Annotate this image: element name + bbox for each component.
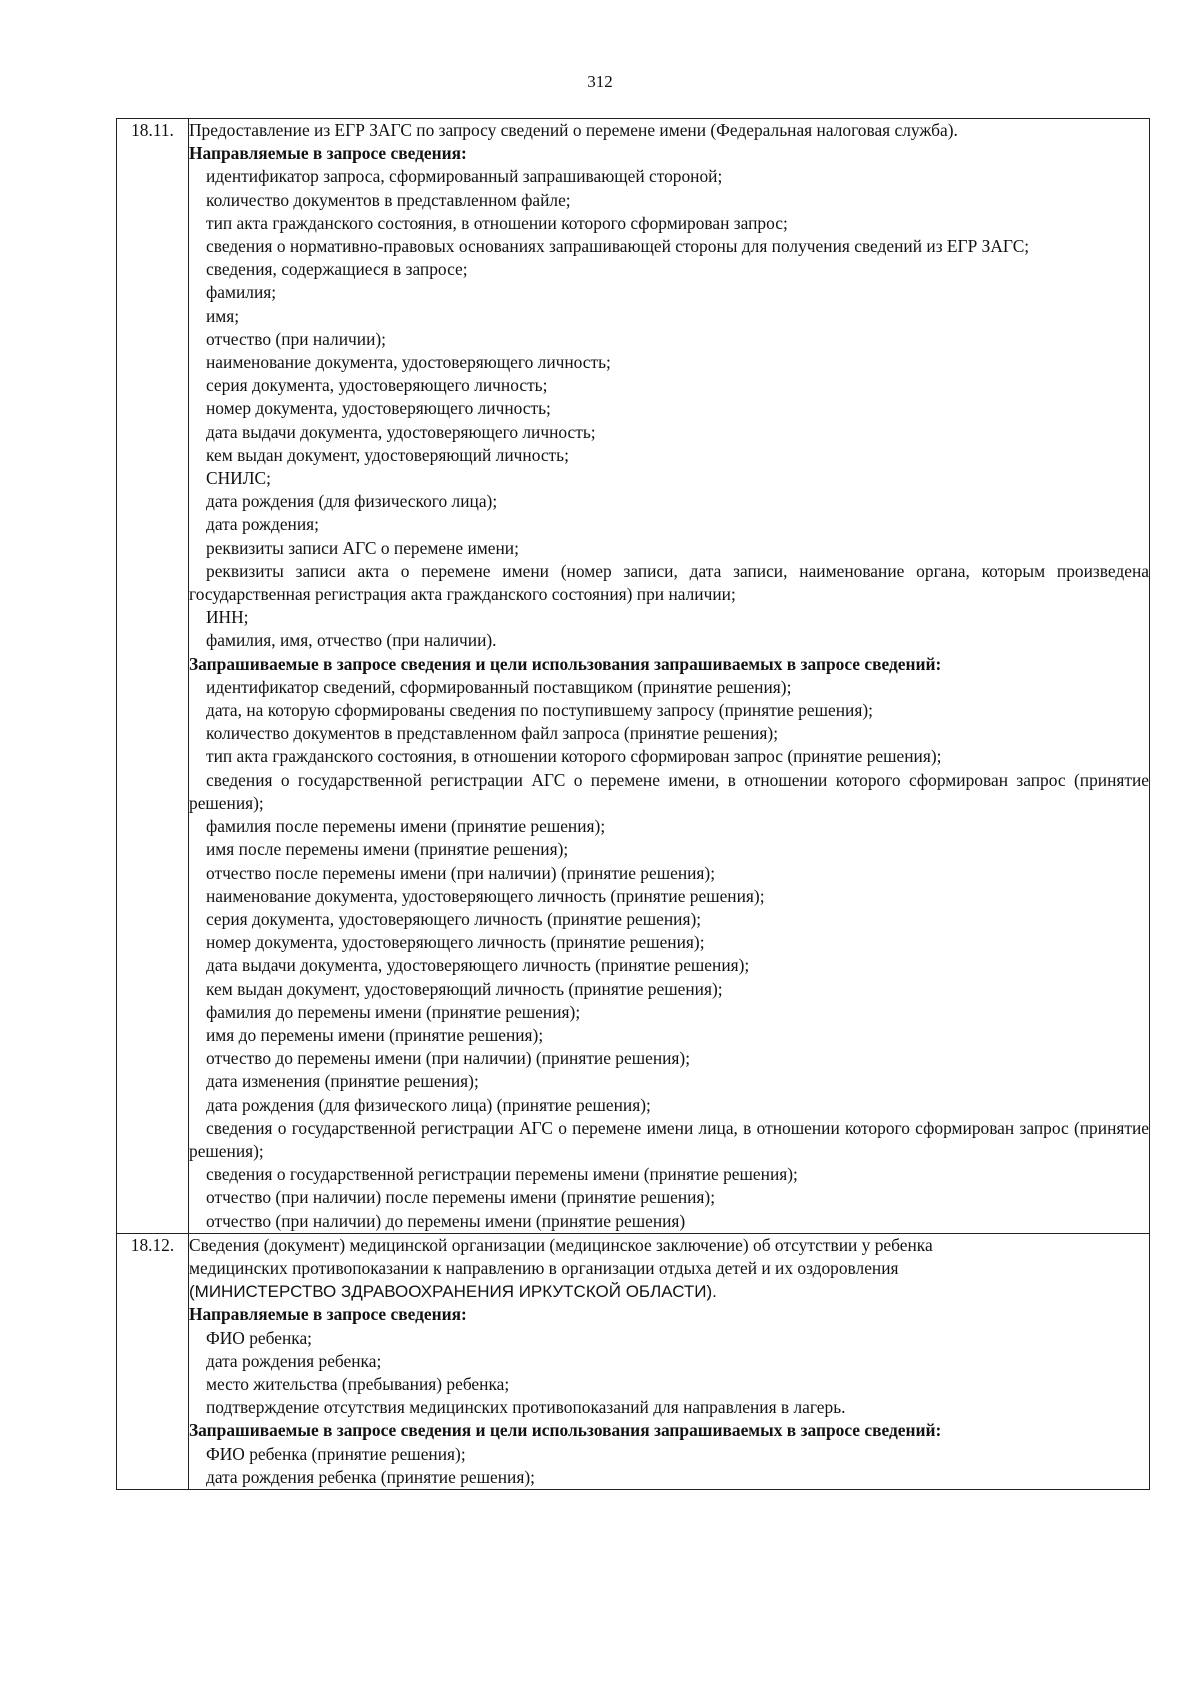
list-item: сведения о государственной регистрации АГС о перемене имени лица, в отношении которого сформирован запрос (принятие решения);	[189, 1117, 1149, 1161]
list-item: дата, на которую сформированы сведения по поступившему запросу (принятие решения);	[206, 700, 873, 721]
list-item: дата рождения;	[206, 514, 319, 535]
list-item: сведения о государственной регистрации перемены имени (принятие решения);	[206, 1164, 798, 1185]
list-item: место жительства (пребывания) ребенка;	[206, 1373, 510, 1394]
list-item: фамилия до перемены имени (принятие решения);	[206, 1001, 581, 1022]
list-item: дата изменения (принятие решения);	[206, 1071, 479, 1092]
list-item: имя;	[206, 305, 240, 326]
list-item: тип акта гражданского состояния, в отношении которого сформирован запрос (принятие решения);	[206, 746, 942, 767]
row-title-line: (МИНИСТЕРСТВО ЗДРАВООХРАНЕНИЯ ИРКУТСКОЙ ОБЛАСТИ).	[189, 1282, 717, 1302]
list-item: фамилия;	[206, 282, 277, 303]
list-item: количество документов в представленном файл запроса (принятие решения);	[206, 723, 779, 744]
row-title-line: медицинских противопоказании к направлению в организации отдыха детей и их оздоровления	[189, 1257, 899, 1278]
list-item: дата выдачи документа, удостоверяющего личность;	[206, 421, 596, 442]
list-item: серия документа, удостоверяющего личность (принятие решения);	[206, 908, 702, 929]
list-item: дата рождения ребенка (принятие решения);	[206, 1466, 535, 1487]
table-row	[117, 1233, 1150, 1489]
sent-heading: Направляемые в запросе сведения:	[189, 143, 467, 164]
requested-heading: Запрашиваемые в запросе сведения и цели использования запрашиваемых в запросе сведений:	[189, 653, 942, 674]
list-item: наименование документа, удостоверяющего личность;	[206, 352, 611, 373]
row-content	[189, 119, 1150, 1234]
list-item: кем выдан документ, удостоверяющий личность;	[206, 444, 569, 465]
list-item: фамилия, имя, отчество (при наличии).	[206, 630, 497, 651]
list-item: отчество (при наличии) до перемены имени (принятие решения)	[206, 1210, 686, 1231]
list-item: номер документа, удостоверяющего личность (принятие решения);	[206, 932, 705, 953]
list-item: имя после перемены имени (принятие решения);	[206, 839, 569, 860]
list-item: ИНН;	[206, 607, 249, 628]
list-item: отчество после перемены имени (при наличии) (принятие решения);	[206, 862, 716, 883]
list-item: сведения, содержащиеся в запросе;	[206, 259, 468, 280]
list-item: дата рождения (для физического лица);	[206, 491, 498, 512]
list-item: количество документов в представленном файле;	[206, 189, 571, 210]
list-item: отчество (при наличии);	[206, 328, 387, 349]
list-item: идентификатор запроса, сформированный запрашивающей стороной;	[206, 166, 723, 187]
list-item: идентификатор сведений, сформированный поставщиком (принятие решения);	[206, 676, 792, 697]
row-number: 18.11.	[117, 119, 189, 1234]
list-item: подтверждение отсутствия медицинских противопоказаний для направления в лагерь.	[206, 1397, 846, 1418]
list-item: ФИО ребенка;	[206, 1327, 312, 1348]
list-item: наименование документа, удостоверяющего личность (принятие решения);	[206, 885, 765, 906]
row-title-line: Сведения (документ) медицинской организации (медицинское заключение) об отсутствии у ребенка	[189, 1234, 933, 1255]
row-content	[189, 1233, 1150, 1489]
list-item: ФИО ребенка (принятие решения);	[206, 1443, 466, 1464]
list-item: дата рождения ребенка;	[206, 1350, 382, 1371]
table-row	[117, 119, 1150, 1234]
requested-heading: Запрашиваемые в запросе сведения и цели использования запрашиваемых в запросе сведений:	[189, 1420, 942, 1441]
list-item: фамилия после перемены имени (принятие решения);	[206, 816, 606, 837]
list-item: отчество до перемены имени (при наличии) (принятие решения);	[206, 1048, 691, 1069]
list-item: дата рождения (для физического лица) (принятие решения);	[206, 1094, 651, 1115]
list-item: дата выдачи документа, удостоверяющего личность (принятие решения);	[206, 955, 750, 976]
list-item: кем выдан документ, удостоверяющий личность (принятие решения);	[206, 978, 723, 999]
document-table	[116, 118, 1150, 1490]
list-item: реквизиты записи АГС о перемене имени;	[206, 537, 519, 558]
list-item: тип акта гражданского состояния, в отношении которого сформирован запрос;	[206, 212, 788, 233]
list-item: реквизиты записи акта о перемене имени (номер записи, дата записи, наименование органа, которым произведена государственная регистрация акта гражданского состояния) при наличии;	[189, 560, 1149, 605]
list-item: номер документа, удостоверяющего личность;	[206, 398, 551, 419]
list-item: отчество (при наличии) после перемены имени (принятие решения);	[206, 1187, 716, 1208]
list-item: имя до перемены имени (принятие решения);	[206, 1024, 544, 1045]
list-item: серия документа, удостоверяющего личность;	[206, 375, 548, 396]
list-item: сведения о нормативно-правовых основаниях запрашивающей стороны для получения сведений из ЕГР ЗАГС;	[206, 236, 1030, 257]
row-number: 18.12.	[117, 1233, 189, 1489]
list-item: сведения о государственной регистрации АГС о перемене имени, в отношении которого сформирован запрос (принятие решения);	[189, 769, 1149, 813]
list-item: СНИЛС;	[206, 468, 271, 489]
page-number: 312	[587, 72, 613, 91]
sent-heading: Направляемые в запросе сведения:	[189, 1304, 467, 1325]
row-title: Предоставление из ЕГР ЗАГС по запросу сведений о перемене имени (Федеральная налоговая служба).	[189, 120, 958, 140]
